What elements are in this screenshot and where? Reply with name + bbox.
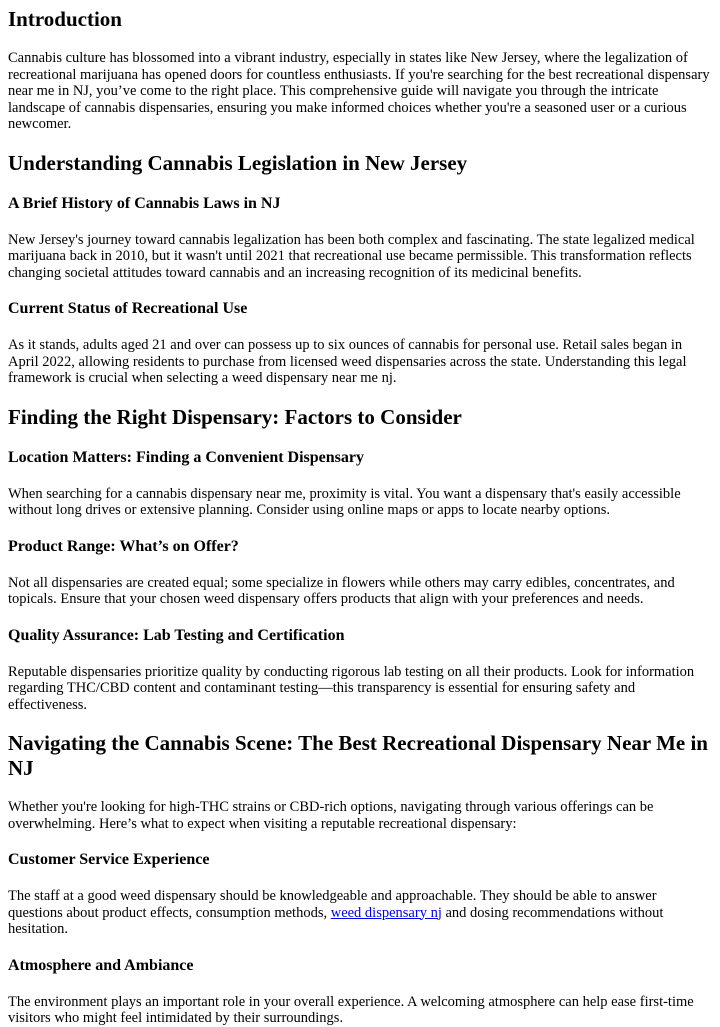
paragraph-customer-service (8, 888, 712, 938)
subheading-location: Location Matters: Finding a Convenient Dispensary (8, 448, 364, 466)
subheading-product-range: Product Range: What’s on Offer? (8, 537, 239, 555)
paragraph-introduction: Cannabis culture has blossomed into a vibrant industry, especially in states like New Jersey, where the legalization of recreational marijuana has opened doors for countless enthusiasts. If you're searching for the best recreational dispensary near me in NJ, you’ve come to the right place. This comprehensive guide will navigate you through the intricate landscape of cannabis dispensaries, ensuring you make informed choices whether you're a seasoned user or a curious newcomer. (8, 50, 710, 132)
heading-legislation: Understanding Cannabis Legislation in New Jersey (8, 150, 468, 175)
heading-factors: Finding the Right Dispensary: Factors to Consider (8, 404, 462, 429)
paragraph-history: New Jersey's journey toward cannabis legalization has been both complex and fascinating. The state legalized medical marijuana back in 2010, but it wasn't until 2021 that recreational use became permissible. This transformation reflects changing societal attitudes toward cannabis and an increasing recognition of its medicinal benefits. (8, 231, 695, 281)
heading-introduction: Introduction (8, 7, 122, 31)
subheading-current-status: Current Status of Recreational Use (8, 300, 248, 317)
subheading-atmosphere: Atmosphere and Ambiance (8, 956, 194, 974)
subheading-customer-service: Customer Service Experience (8, 851, 210, 868)
heading-navigating: Navigating the Cannabis Scene: The Best Recreational Dispensary Near Me in NJ (8, 731, 708, 780)
weed-dispensary-nj-link[interactable]: weed dispensary nj (330, 904, 442, 921)
paragraph-atmosphere: The environment plays an important role in your overall experience. A welcoming atmosphere can help ease first-time visitors who might feel intimidated by their surroundings. (8, 993, 694, 1026)
paragraph-location: When searching for a cannabis dispensary near me, proximity is vital. You want a dispensary that's easily accessible without long drives or extensive planning. Consider using online maps or apps to locate nearby options. (8, 485, 681, 518)
customer-service-text-before: The staff at a good weed dispensary should be knowledgeable and approachable. They should be able to answer questions about product effects, consumption methods, (8, 888, 657, 921)
paragraph-quality: Reputable dispensaries prioritize quality by conducting rigorous lab testing on all their products. Look for information regarding THC/CBD content and contaminant testing—this transparency is essential for ensuring safety and effectiveness. (8, 663, 695, 713)
paragraph-current-status: As it stands, adults aged 21 and over can possess up to six ounces of cannabis for personal use. Retail sales began in April 2022, allowing residents to purchase from licensed weed dispensaries across the state. Understanding this legal framework is crucial when selecting a weed dispensary near me nj. (8, 337, 687, 386)
article (0, 7, 720, 1027)
paragraph-navigating: Whether you're looking for high-THC strains or CBD-rich options, navigating through various offerings can be overwhelming. Here’s what to expect when visiting a reputable recreational dispensary: (8, 799, 654, 832)
customer-service-text-after: and dosing recommendations without hesitation. (8, 904, 664, 937)
subheading-history: A Brief History of Cannabis Laws in NJ (8, 194, 281, 212)
paragraph-product-range: Not all dispensaries are created equal; some specialize in flowers while others may carry edibles, concentrates, and topicals. Ensure that your chosen weed dispensary offers products that align with your preferences and needs. (8, 574, 675, 607)
subheading-quality: Quality Assurance: Lab Testing and Certification (8, 626, 345, 644)
